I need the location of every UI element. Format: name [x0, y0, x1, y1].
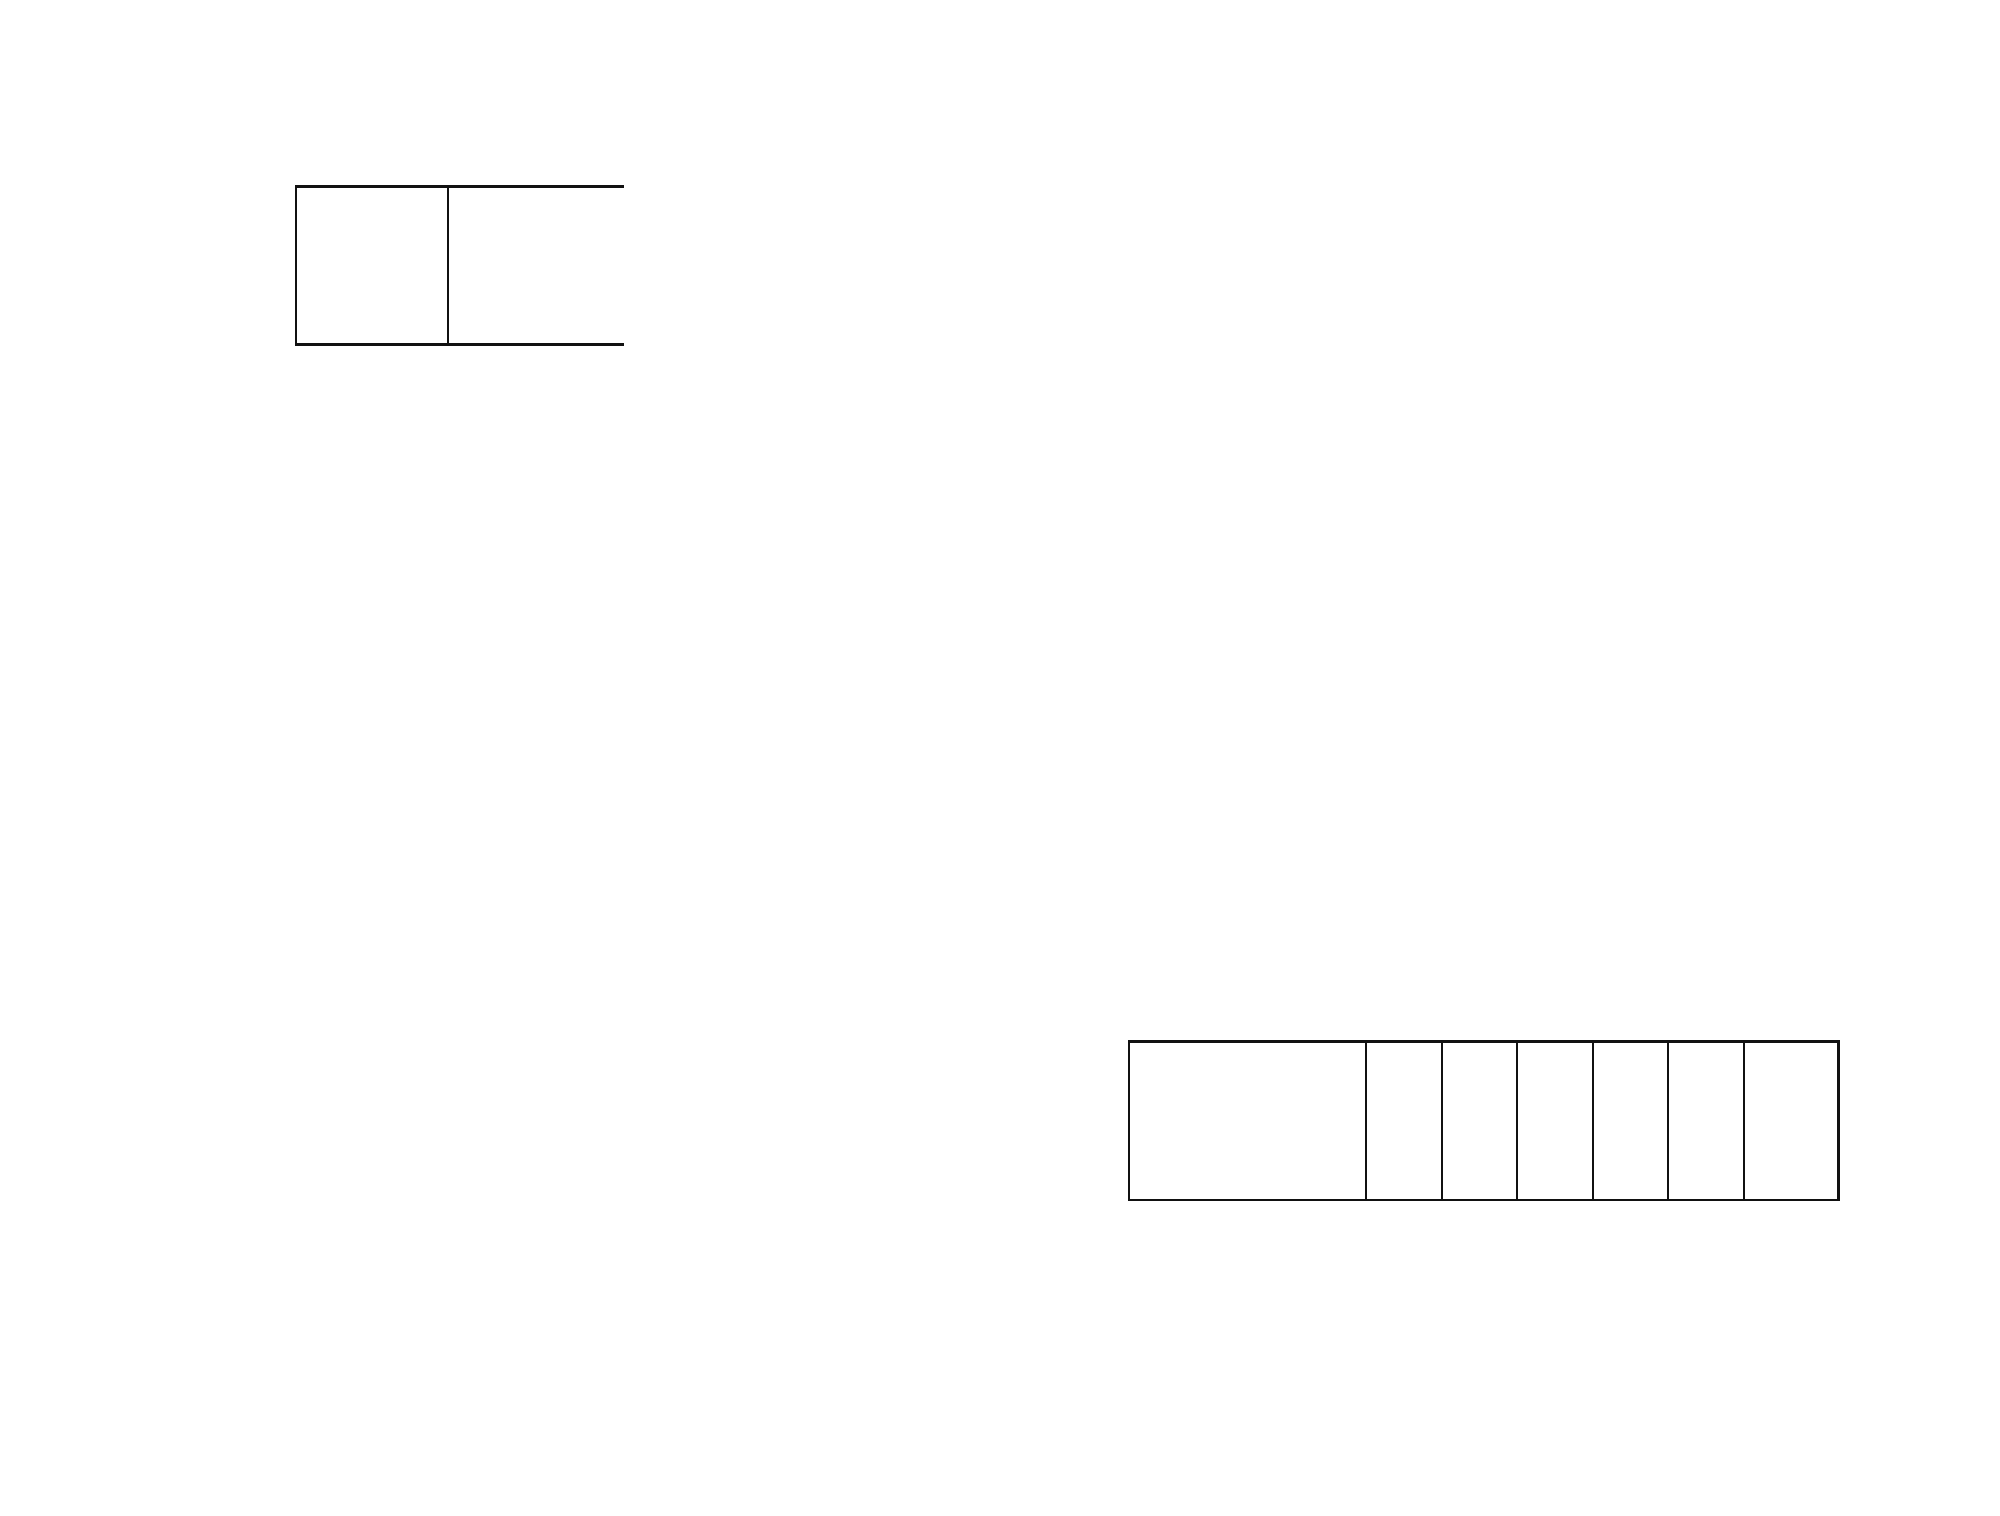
header-water: [504, 187, 559, 345]
col-september: [1668, 1042, 1744, 1201]
col-july: [1517, 1042, 1593, 1201]
col-august: [1593, 1042, 1669, 1201]
bathing-season-table: [1128, 1040, 1840, 1201]
monthly-temperature-table: [295, 185, 624, 346]
header-air: [448, 187, 504, 345]
col-may: [1366, 1042, 1442, 1201]
season-header-blank: [1129, 1042, 1366, 1201]
left-text: [158, 1197, 888, 1201]
season-header-row: [1129, 1042, 1839, 1201]
col-october: [1744, 1042, 1839, 1201]
header-diff: [559, 187, 624, 345]
right-text: [1128, 158, 1840, 164]
header-label: [296, 187, 448, 345]
table-header-row: [296, 187, 624, 345]
col-june: [1442, 1042, 1518, 1201]
